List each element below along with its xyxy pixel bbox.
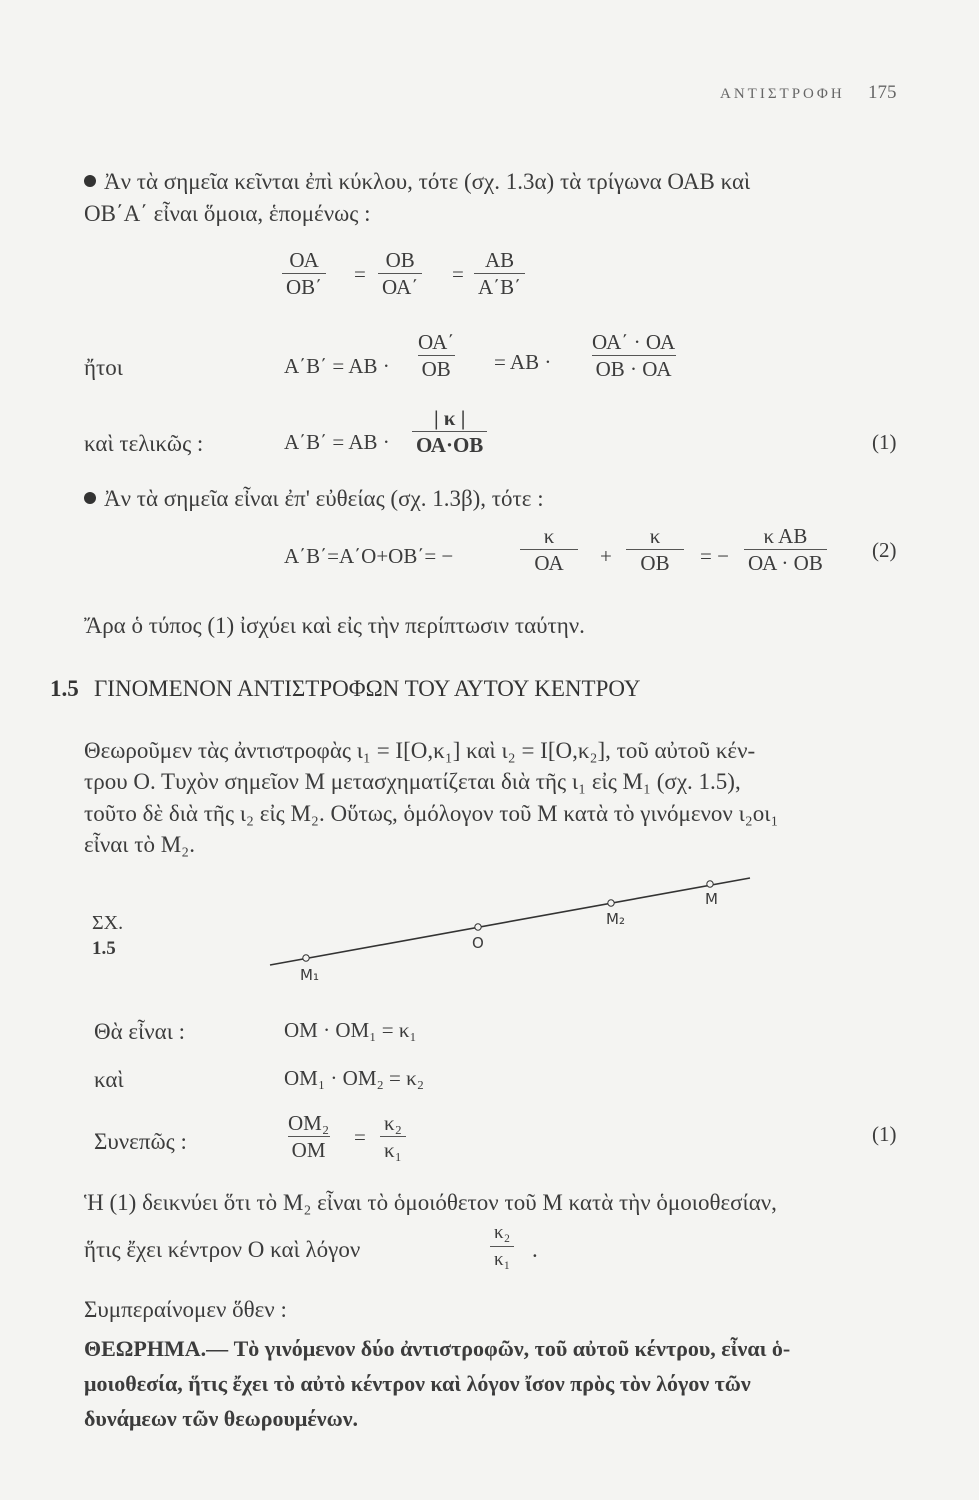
para3-line1: Ἄρα ὁ τύπος (1) ἰσχύει καὶ εἰς τὴν περίπτωσιν ταύτην. — [84, 613, 585, 638]
equation-mid: = ΑΒ · — [494, 350, 552, 374]
fraction: $\frac{\kappa}{OB}$ — [626, 525, 684, 574]
para4-line1: Θεωροῦμεν τὰς ἀντιστροφὰς ι₁ = Ι[Ο,κ₁] καὶ ι₂ = Ι[Ο,κ₂], τοῦ αὐτοῦ κέν- — [84, 738, 756, 763]
figure-1-5 — [0, 860, 979, 1000]
theorem-line1: ΘΕΩΡΗΜΑ.— Τὸ γινόμενον δύο ἀντιστροφῶν, τοῦ αὐτοῦ κέντρου, εἶναι ὁ- — [84, 1336, 791, 1361]
fraction: $\frac{\kappa}{OA}$ — [520, 525, 578, 574]
theorem-line3: δυνάμεων τῶν θεωρουμένων. — [84, 1406, 359, 1431]
label-M2: M₂ — [606, 910, 625, 928]
theorem-line2: μοιοθεσία, ἥτις ἔχει τὸ αὐτὸ κέντρον καὶ λόγον ἴσον πρὸς τὸν λόγον τῶν — [84, 1371, 751, 1396]
para2-line1: Ἀν τὰ σημεῖα εἶναι ἐπ' εὐθείας (σχ. 1.3β), τότε : — [84, 485, 544, 512]
para5-line1: Ἡ (1) δεικνύει ὅτι τὸ Μ₂ εἶναι τὸ ὁμοιόθετον τοῦ Μ κατὰ τὴν ὁμοιοθεσίαν, — [84, 1190, 777, 1215]
equals-sign: = — [354, 262, 366, 286]
label-synepos: Συνεπῶς : — [94, 1129, 187, 1154]
fraction: $\frac{\text{κ₂}}{\text{κ₁}}$ — [490, 1222, 514, 1271]
equals-sign: = — [354, 1125, 366, 1149]
equation-number: (2) — [872, 538, 897, 562]
equation-lhs: Α΄Β΄=Α΄Ο+ΟΒ΄= − — [284, 544, 454, 568]
plus-sign: + — [600, 544, 612, 568]
para4-line3: τοῦτο δὲ διὰ τῆς ι₂ εἰς Μ₂. Οὕτως, ὁμόλογον τοῦ Μ κατὰ τὸ γινόμενον ι₂οι₁ — [84, 801, 779, 826]
para4-line2: τρου Ο. Τυχὸν σημεῖον Μ μετασχηματίζεται διὰ τῆς ι₁ εἰς Μ₁ (σχ. 1.5), — [84, 769, 741, 794]
equation-lhs: Α΄Β΄ = ΑΒ · — [284, 354, 390, 378]
fraction: $\frac{OA΄}{OB}$ — [418, 330, 455, 381]
para1-line1: Ἀν τὰ σημεῖα κεῖνται ἐπὶ κύκλου, τότε (σχ. 1.3α) τὰ τρίγωνα ΟΑΒ καὶ — [84, 168, 750, 195]
point-M2 — [608, 900, 614, 906]
page-number: 175 — [868, 82, 897, 103]
theorem-heading: ΘΕΩΡΗΜΑ.— — [84, 1336, 229, 1361]
fraction: $\frac{AB}{A΄B΄}$ — [474, 249, 525, 298]
equals-sign: = — [452, 262, 464, 286]
label-O: O — [472, 934, 484, 952]
para5-period: . — [532, 1237, 538, 1262]
fraction: $\frac{OB}{OA΄}$ — [378, 249, 422, 298]
label-telikos: καὶ τελικῶς : — [84, 431, 204, 456]
label-itoi: ἤτοι — [84, 355, 123, 380]
point-O — [475, 924, 481, 930]
figure-label-line2: 1.5 — [92, 938, 116, 959]
figure-line — [270, 878, 750, 965]
label-M1: M₁ — [300, 966, 319, 984]
equation-number: (1) — [872, 430, 897, 454]
fraction: $\frac{\text{ΟΜ₂}}{OM}$ — [288, 1111, 330, 1162]
fraction: $\frac{\text{κ₂}}{\text{κ₁}}$ — [380, 1112, 406, 1161]
label-tha: Θὰ εἶναι : — [94, 1019, 186, 1044]
fraction: $\frac{OA΄ \cdot OA}{OB \cdot OA}$ — [592, 330, 676, 381]
figure-label-line1: ΣΧ. — [92, 912, 124, 934]
equation-lhs: Α΄Β΄ = ΑΒ · — [284, 430, 390, 454]
label-kai: καὶ — [94, 1067, 124, 1092]
equation-number: (1) — [872, 1122, 897, 1146]
fraction: $\frac{| \kappa |}{OA\cdot OB}$ — [412, 407, 487, 456]
fraction: $\frac{OA}{OB΄}$ — [282, 249, 326, 298]
para4-line4: εἶναι τὸ Μ₂. — [84, 832, 195, 857]
label-M: M — [705, 890, 718, 908]
point-M1 — [303, 955, 309, 961]
para1-line2: ΟΒ΄Α΄ εἶναι ὅμοια, ἑπομένως : — [84, 201, 371, 226]
section-title: ΓΙΝΟΜΕΝΟΝ ΑΝΤΙΣΤΡΟΦΩΝ ΤΟΥ ΑΥΤΟΥ ΚΕΝΤΡΟΥ — [94, 676, 641, 701]
section-number: 1.5 — [50, 676, 79, 701]
para6-line1: Συμπεραίνομεν ὅθεν : — [84, 1297, 287, 1322]
fraction: $\frac{\text{κ ΑΒ}}{OA \cdot OB}$ — [744, 525, 827, 574]
bullet-icon — [84, 175, 96, 187]
point-M — [707, 881, 713, 887]
running-title: ΑΝΤΙΣΤΡΟΦΗ — [720, 86, 845, 102]
equals-minus: = − — [700, 544, 729, 568]
bullet-icon — [84, 492, 96, 504]
equation-kai: ΟΜ₁ · ΟΜ₂ = κ₂ — [284, 1066, 425, 1090]
para5-line2: ἥτις ἔχει κέντρον Ο καὶ λόγον — [84, 1237, 361, 1262]
equation-tha: ΟΜ · ΟΜ₁ = κ₁ — [284, 1018, 417, 1042]
